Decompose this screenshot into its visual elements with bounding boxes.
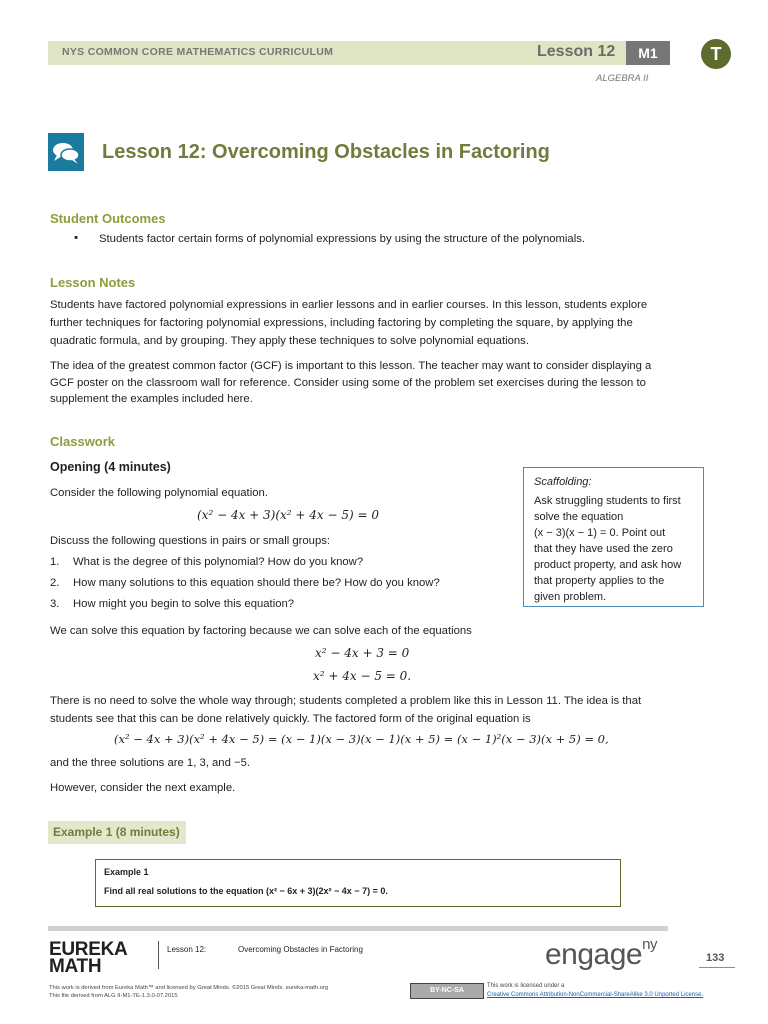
question-text: What is the degree of this polynomial? How do you know?: [73, 556, 364, 568]
notes-paragraph-2-line-1: The idea of the greatest common factor (GCF) is important to this lesson. The teacher may want to consider displaying a: [50, 360, 652, 372]
notes-paragraph-1-line-1: Students have factored polynomial expressions in earlier lessons and in earlier courses. In this lesson, students explore: [50, 299, 648, 311]
module-badge: M1: [626, 41, 670, 65]
student-outcomes-heading: Student Outcomes: [50, 211, 166, 226]
question-text: How many solutions to this equation should there be? How do you know?: [73, 577, 440, 589]
eureka-math-logo: [49, 941, 127, 975]
license-text: [487, 982, 703, 1000]
solve-intro: We can solve this equation by factoring because we can solve each of the equations: [50, 625, 472, 637]
scaffolding-line: product property, and ask how: [534, 559, 682, 571]
question-number: 2.: [50, 577, 60, 589]
page-title: Lesson 12: Overcoming Obstacles in Factoring: [102, 141, 550, 163]
credit-line-2: This file derived from ALG II-M1-TE-1.3.0-07.2015: [49, 993, 178, 999]
intro-text: Consider the following polynomial equation.: [50, 487, 268, 499]
ny-text: ny: [642, 936, 657, 953]
discuss-text: Discuss the following questions in pairs or small groups:: [50, 535, 331, 547]
logo-line-2: MATH: [49, 956, 102, 977]
cc-license-badge: BY-NC-SA: [410, 983, 484, 999]
logo-line-1: EUREKA: [49, 939, 128, 960]
lesson-notes-heading: Lesson Notes: [50, 275, 136, 290]
example-heading: Example 1 (8 minutes): [53, 825, 180, 839]
however-text: However, consider the next example.: [50, 782, 236, 794]
discussion-icon: [48, 133, 84, 171]
notes-paragraph-1-line-2: further techniques for factoring polynomial expressions, including factoring by completing the square, by applying the: [50, 317, 633, 329]
scaffolding-line: that they have used the zero: [534, 543, 673, 555]
scaffolding-box: [523, 467, 704, 607]
equation-4: (x² − 4x + 3)(x² + 4x − 5) = (x − 1)(x − 3)(x − 1)(x + 5) = (x − 1)²(x − 3)(x + 5) = 0,: [114, 732, 609, 746]
example-box-title: Example 1: [104, 867, 149, 877]
teacher-badge: T: [701, 39, 731, 69]
notes-paragraph-1-line-3: quadratic formula, and by grouping. They apply these techniques to solve polynomial equations.: [50, 335, 529, 347]
footer-lesson-name: Overcoming Obstacles in Factoring: [238, 945, 363, 954]
scaffolding-line: Ask struggling students to first: [534, 495, 681, 507]
notes-paragraph-2-line-3: supplement the examples included here.: [50, 393, 253, 405]
page-number: 133: [706, 952, 725, 964]
notes-paragraph-2-line-2: GCF poster on the classroom wall for reference. Consider using some of the problem set exercises during the lesson to: [50, 377, 646, 389]
question-text: How might you begin to solve this equation?: [73, 598, 295, 610]
question-number: 1.: [50, 556, 60, 568]
explanation-line-2: students see that this can be done relatively quickly. The factored form of the original equation is: [50, 713, 531, 725]
scaffolding-line: given problem.: [534, 591, 607, 603]
equation-3: x² + 4x − 5 = 0.: [313, 669, 412, 683]
page-number-rule: [699, 967, 735, 968]
outcome-text: Students factor certain forms of polynomial expressions by using the structure of the polynomials.: [99, 233, 586, 245]
footer-lesson-label: Lesson 12:: [167, 945, 207, 954]
engage-text: engage: [545, 938, 643, 971]
footer-rule: [48, 926, 668, 931]
license-line-1: This work is licensed under a: [487, 983, 565, 989]
lesson-label: Lesson 12: [537, 43, 616, 60]
example-prompt: Find all real solutions to the equation (x² − 6x + 3)(2x² − 4x − 7) = 0.: [104, 886, 388, 896]
footer-divider: [158, 941, 159, 969]
opening-heading: Opening (4 minutes): [50, 460, 171, 474]
scaffolding-line: solve the equation: [534, 511, 624, 523]
explanation-line-1: There is no need to solve the whole way through; students completed a problem like this in Lesson 11. The idea is that: [50, 695, 642, 707]
solutions-text: and the three solutions are 1, 3, and −5.: [50, 757, 251, 769]
bullet-icon: ▪: [74, 232, 79, 244]
scaffolding-title: Scaffolding:: [534, 476, 592, 488]
license-link[interactable]: Creative Commons Attribution-NonCommercial-ShareAlike 3.0 Unported License.: [487, 992, 704, 998]
curriculum-label: NYS COMMON CORE MATHEMATICS CURRICULUM: [62, 46, 334, 58]
scaffolding-line: (x − 3)(x − 1) = 0. Point out: [534, 527, 666, 539]
course-label: ALGEBRA II: [596, 73, 649, 84]
engageny-logo: [545, 938, 657, 972]
credit-text: [49, 984, 328, 1000]
classwork-heading: Classwork: [50, 434, 116, 449]
credit-line-1: This work is derived from Eureka Math™ and licensed by Great Minds. ©2015 Great Minds. eureka-math.org: [49, 985, 329, 991]
question-number: 3.: [50, 598, 60, 610]
scaffolding-line: that property applies to the: [534, 575, 665, 587]
example-box: [95, 859, 621, 907]
equation-1: (x² − 4x + 3)(x² + 4x − 5) = 0: [197, 508, 380, 522]
equation-2: x² − 4x + 3 = 0: [315, 646, 410, 660]
